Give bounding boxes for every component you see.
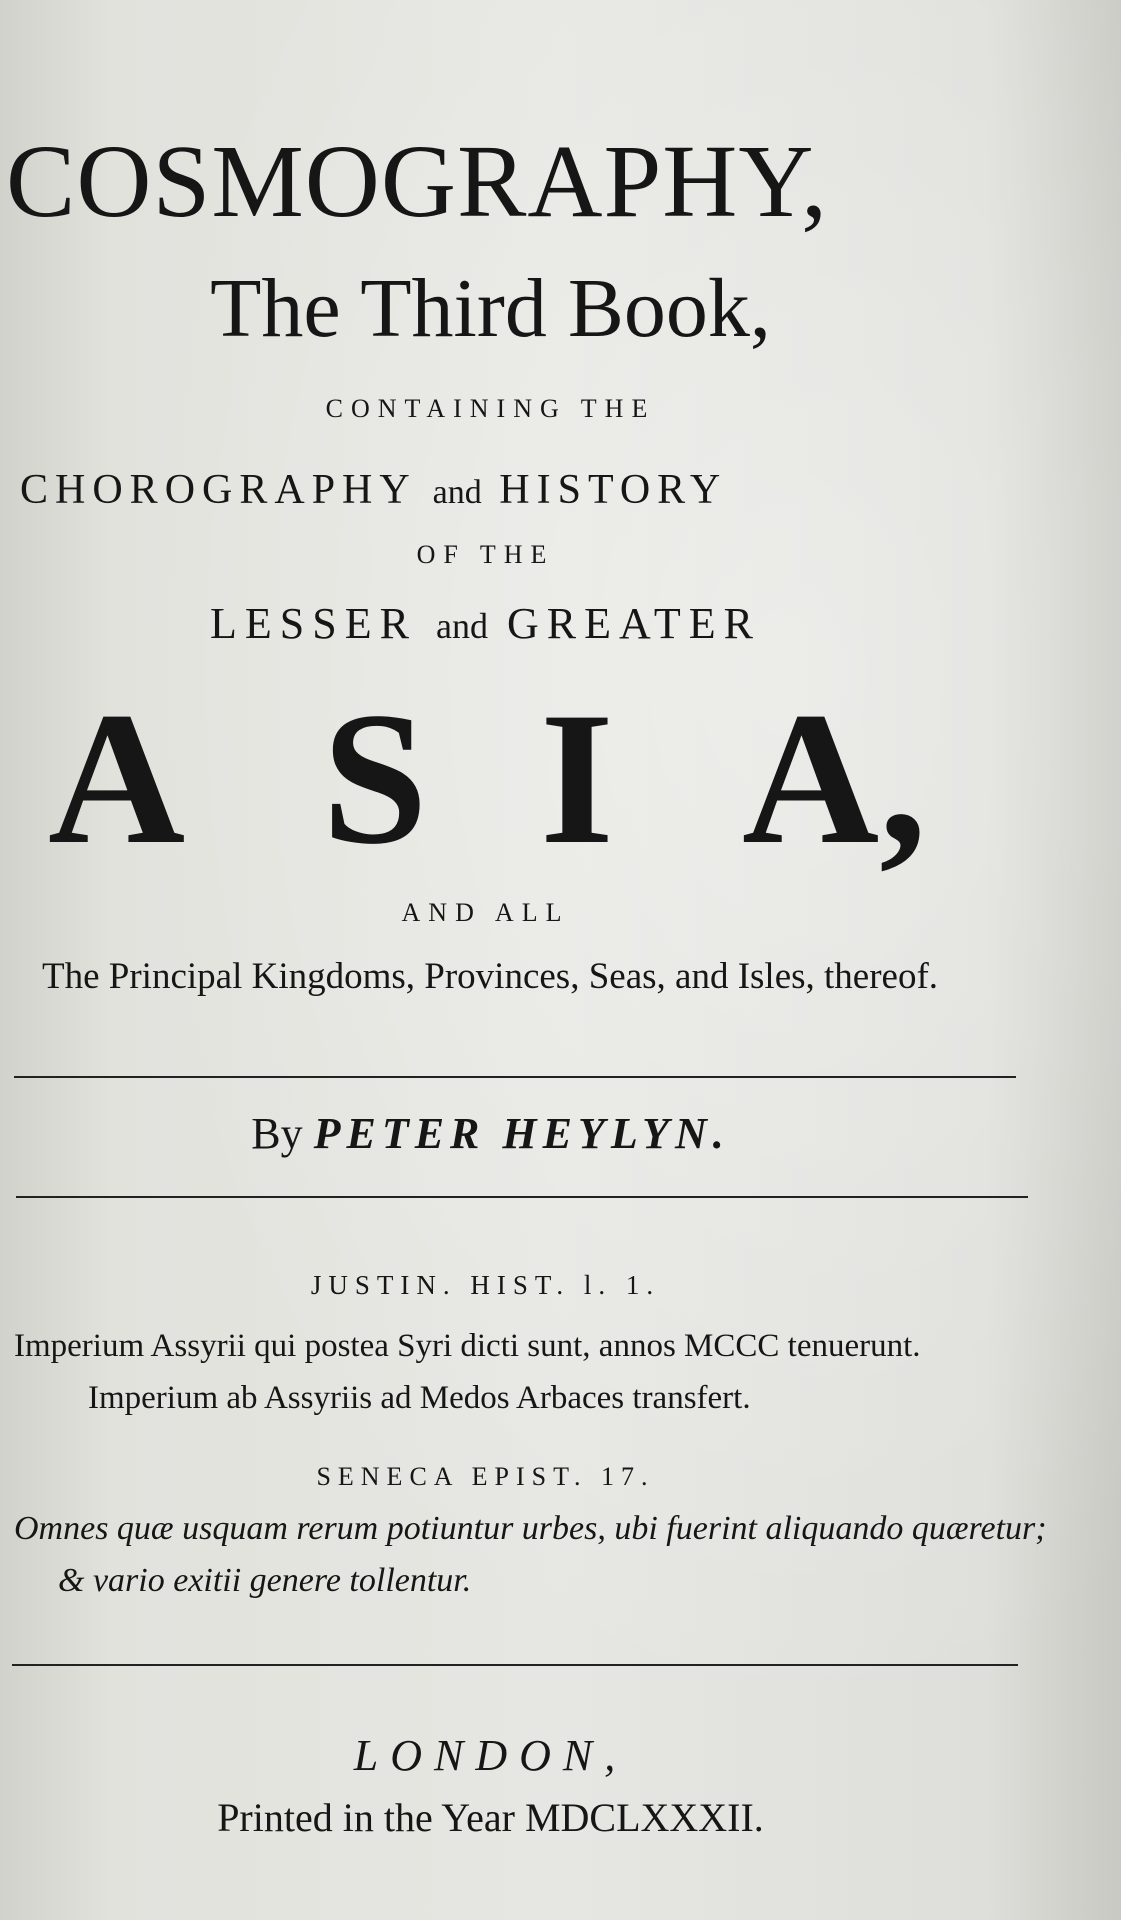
and-word: and xyxy=(435,606,488,646)
rule-divider xyxy=(12,1664,1018,1666)
asia-heading xyxy=(0,670,1121,884)
by-word: By xyxy=(251,1109,303,1158)
quote1-line2: Imperium ab Assyriis ad Medos Arbaces transfert. xyxy=(88,1380,751,1416)
imprint-line: Printed in the Year MDCLXXXII. xyxy=(217,1795,764,1840)
rule-divider xyxy=(14,1076,1016,1078)
history-word: HISTORY xyxy=(499,467,728,513)
asia-letter: A, xyxy=(742,674,927,884)
principal-line: The Principal Kingdoms, Provinces, Seas, and Isles, thereof. xyxy=(42,956,939,997)
containing-line: CONTAINING THE xyxy=(325,394,656,423)
asia-letter: A xyxy=(48,674,186,884)
author-name: PETER HEYLYN. xyxy=(313,1109,730,1158)
lesser-greater-line xyxy=(0,598,1121,649)
place-line: LONDON, xyxy=(353,1731,628,1780)
chorography-word: CHOROGRAPHY xyxy=(20,467,416,513)
rule-divider xyxy=(16,1196,1028,1198)
greater-word: GREATER xyxy=(506,599,761,648)
quote2-line2: & vario exitii genere tollentur. xyxy=(58,1562,472,1599)
of-the-line: OF THE xyxy=(416,540,555,569)
asia-letter: I xyxy=(540,674,614,884)
quote1-line1: Imperium Assyrii qui postea Syri dicti sunt, annos MCCC tenuerunt. xyxy=(14,1328,921,1364)
lesser-word: LESSER xyxy=(210,599,417,648)
chorography-history-line xyxy=(0,466,1121,514)
quote1-source: JUSTIN. HIST. l. 1. xyxy=(310,1270,661,1300)
quote2-line1: Omnes quæ usquam rerum potiuntur urbes, ubi fuerint aliquando quæretur; xyxy=(14,1510,1047,1547)
quote2-source: SENECA EPIST. 17. xyxy=(316,1462,655,1491)
asia-letter: S xyxy=(322,674,428,884)
and-word: and xyxy=(432,474,482,511)
and-all-line: AND ALL xyxy=(401,898,570,927)
author-line xyxy=(0,1108,1121,1159)
main-title: COSMOGRAPHY, xyxy=(6,124,829,239)
book-subtitle: The Third Book, xyxy=(210,262,771,355)
